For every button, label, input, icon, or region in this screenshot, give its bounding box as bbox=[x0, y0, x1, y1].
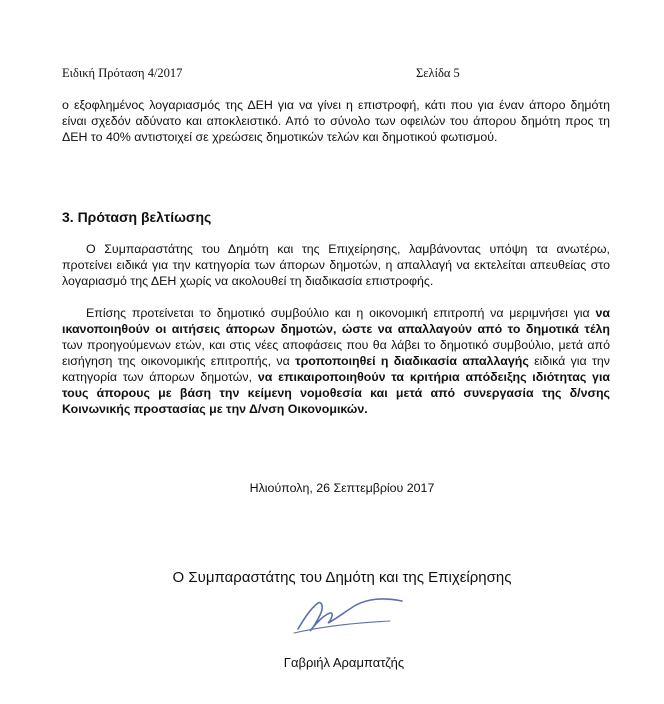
proposal-text-1: Ο Συμπαραστάτης του Δημότη και της Επιχείρησης, λαμβάνοντας υπόψη τα ανωτέρω, προτείνει ειδικά για την κατηγορία των άπορων δημοτών, η απαλλαγή να εκτελείται απευθείας στο λογαριασμό της ΔΕΗ χωρίς να ακολουθεί τη διαδικασία επιστροφής. bbox=[62, 242, 610, 288]
bold-run: τροποποιηθεί η διαδικασία απαλλαγής bbox=[295, 354, 529, 368]
date-line: Ηλιούπολη, 26 Σεπτεμβρίου 2017 bbox=[249, 481, 435, 495]
intro-paragraph bbox=[62, 97, 610, 145]
document-reference: Ειδική Πρόταση 4/2017 bbox=[62, 66, 183, 80]
closing-title: Ο Συμπαραστάτης του Δημότη και της Επιχείρησης bbox=[172, 569, 512, 586]
section-heading: 3. Πρόταση βελτίωσης bbox=[62, 209, 212, 225]
proposal-text-2 bbox=[62, 305, 610, 417]
intro-text: ο εξοφλημένος λογαριασμός της ΔΕΗ για να γίνει η επιστροφή, κάτι που για έναν άπορο δημότη είναι σχεδόν αδύνατο και αποκλειστικό. Από το σύνολο των οφειλών του άπορου δημότη προς τη ΔΕΗ το 40% αντιστοιχεί σε χρεώσεις δημοτικών τελών και δημοτικού φωτισμού. bbox=[62, 98, 610, 144]
bold-run: να ικανοποιηθούν οι αιτήσεις άπορων δημοτών, ώστε να απαλλαγούν από το δημοτικά τέλη bbox=[62, 306, 610, 336]
proposal-paragraph-2 bbox=[62, 305, 610, 417]
bold-run: να επικαιροποιηθούν τα κριτήρια απόδειξης ιδιότητας για τους άπορους με βάση την κείμενη νομοθεσία και μετά από συνεργασία της δ/νσης Κοινωνικής προστασίας με την Δ/νση Οικονομικών. bbox=[62, 370, 611, 416]
text-run: Επίσης προτείνεται το δημοτικό συμβούλιο και η οικονομική επιτροπή να μεριμνήσει για bbox=[86, 306, 596, 320]
signature-stroke bbox=[290, 593, 410, 641]
running-header bbox=[62, 66, 462, 81]
page-number: Σελίδα 5 bbox=[416, 66, 460, 80]
signer-name: Γαβριήλ Αραμπατζής bbox=[283, 655, 405, 670]
text-run: των προηγούμενων ετών, και στις νέες αποφάσεις που θα λάβει το δημοτικό συμβούλιο, μετά από εισήγηση της οικονομικής επιτροπής, να bbox=[62, 338, 610, 368]
signature-image bbox=[290, 593, 410, 646]
proposal-paragraph-1 bbox=[62, 241, 610, 289]
text-run: ειδικά για την κατηγορία των άπορων δημοτών, bbox=[62, 354, 610, 384]
